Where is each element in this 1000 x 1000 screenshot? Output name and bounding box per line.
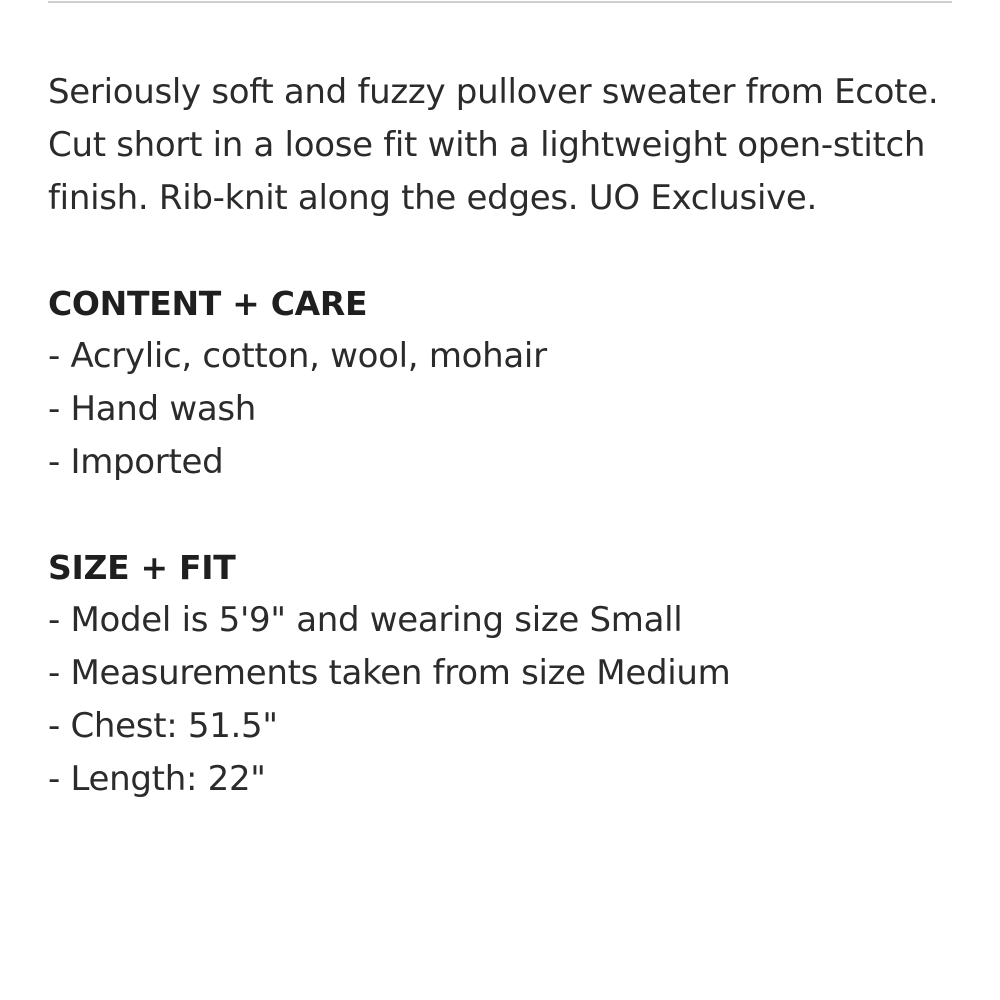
list-item: - Model is 5'9" and wearing size Small <box>48 600 683 640</box>
content-care-section <box>48 277 958 489</box>
product-description <box>48 66 958 225</box>
size-fit-section <box>48 541 958 806</box>
content-care-list <box>48 330 958 489</box>
description-line: finish. Rib-knit along the edges. UO Exclusive. <box>48 178 818 218</box>
list-item: - Imported <box>48 442 224 482</box>
list-item: - Measurements taken from size Medium <box>48 653 731 693</box>
list-item: - Acrylic, cotton, wool, mohair <box>48 336 547 376</box>
content-care-heading: CONTENT + CARE <box>48 284 368 323</box>
description-line: Seriously soft and fuzzy pullover sweater from Ecote. <box>48 72 939 112</box>
top-divider <box>48 1 952 3</box>
size-fit-heading: SIZE + FIT <box>48 548 236 587</box>
size-fit-list <box>48 594 958 806</box>
product-details <box>48 66 958 806</box>
list-item: - Chest: 51.5" <box>48 706 278 746</box>
list-item: - Length: 22" <box>48 759 266 799</box>
description-line: Cut short in a loose fit with a lightweight open-stitch <box>48 125 926 165</box>
list-item: - Hand wash <box>48 389 257 429</box>
